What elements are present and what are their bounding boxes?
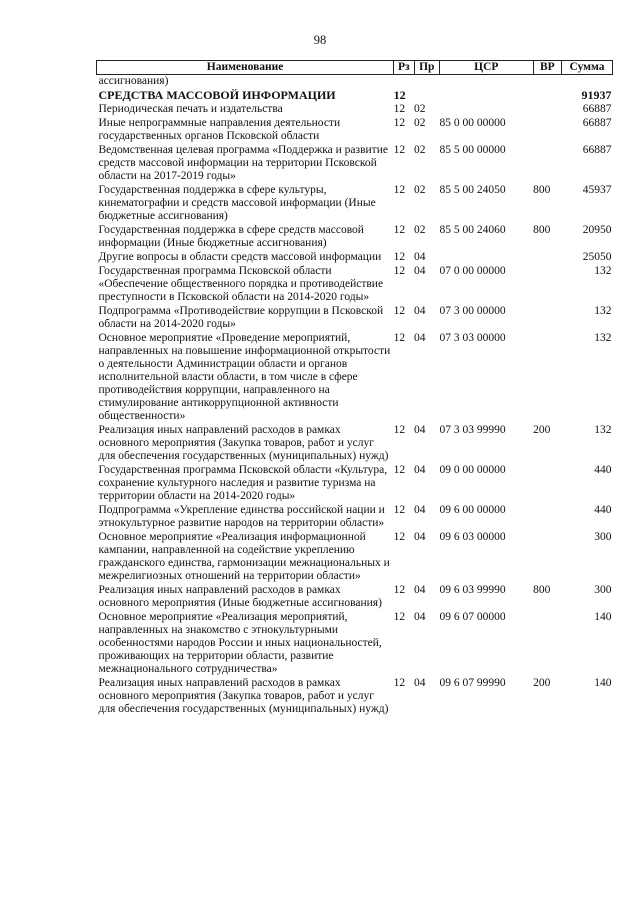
cell-name: СРЕДСТВА МАССОВОЙ ИНФОРМАЦИИ	[98, 88, 336, 102]
cell-csr: 09 6 03 00000	[439, 531, 506, 543]
cell-rz: 12	[393, 464, 406, 476]
cell-csr: 09 6 07 99990	[439, 677, 506, 689]
header-csr: ЦСР	[439, 61, 533, 75]
cell-csr: 07 3 03 99990	[439, 424, 506, 436]
table-row	[97, 504, 613, 531]
cell-name: Государственная поддержка в сфере культуры, кинематографии и средств массовой информации (Иные бюджетные ассигнования)	[98, 184, 376, 222]
cell-name: Реализация иных направлений расходов в рамках основного мероприятия (Закупка товаров, работ и услуг для обеспечения государственных (муниципальных) нужд)	[98, 424, 389, 462]
cell-csr: 09 6 07 00000	[439, 611, 506, 623]
cell-vr: 800	[533, 584, 551, 596]
cell-name: Основное мероприятие «Реализация мероприятий, направленных на знакомство с этнокультурными особенностями народов России и иных национальностей, проживающих на территории области, развитие межнационального сотрудничества»	[98, 611, 382, 675]
cell-name: Реализация иных направлений расходов в рамках основного мероприятия (Иные бюджетные ассигнования)	[98, 584, 382, 609]
cell-pr: 04	[414, 464, 426, 476]
page-number: 98	[313, 33, 327, 47]
cell-pr: 04	[414, 424, 426, 436]
cell-name: Ведомственная целевая программа «Поддержка и развитие средств массовой информации на территории Псковской области на 2017-2019 годы»	[98, 144, 388, 182]
cell-pr: 04	[414, 677, 426, 689]
table-row	[97, 584, 613, 611]
cell-pr: 04	[414, 584, 426, 596]
table-header-row	[97, 61, 613, 75]
cell-pr: 04	[414, 332, 426, 344]
cell-sum: 66887	[582, 144, 612, 156]
cell-sum: 25050	[582, 251, 612, 263]
cell-rz: 12	[393, 504, 406, 516]
table-row	[97, 424, 613, 464]
table-row	[97, 265, 613, 305]
cell-name: Подпрограмма «Укрепление единства российской нации и этнокультурное развитие народов на территории области»	[98, 504, 385, 529]
cell-csr: 85 5 00 00000	[439, 144, 506, 156]
cell-sum: 440	[594, 464, 612, 476]
table-row	[97, 103, 613, 117]
table-row	[97, 332, 613, 424]
cell-pr	[414, 89, 439, 103]
cell-pr: 02	[414, 103, 426, 115]
header-sum: Сумма	[562, 61, 613, 75]
cell-rz: 12	[393, 677, 406, 689]
cell-pr: 02	[414, 184, 426, 196]
cell-rz: 12	[393, 531, 406, 543]
cell-sum: 20950	[582, 224, 612, 236]
cell-rz: 12	[393, 184, 406, 196]
table-row	[97, 251, 613, 265]
cell-vr: 800	[533, 184, 551, 196]
cell-pr: 02	[414, 224, 426, 236]
cell-sum: 440	[594, 504, 612, 516]
cell-vr	[533, 504, 561, 531]
header-name: Наименование	[97, 61, 394, 75]
cell-sum: 300	[594, 584, 612, 596]
cell-rz: 12	[393, 332, 406, 344]
cell-vr	[533, 144, 561, 184]
table-row	[97, 75, 613, 90]
table-row	[97, 117, 613, 144]
table-row	[97, 611, 613, 677]
cell-rz: 12	[393, 88, 406, 102]
cell-csr	[439, 251, 533, 265]
cell-sum: 66887	[582, 117, 612, 129]
table-row	[97, 464, 613, 504]
cell-pr: 04	[414, 265, 426, 277]
table-row	[97, 224, 613, 251]
table-row	[97, 184, 613, 224]
cell-name: Периодическая печать и издательства	[98, 103, 283, 115]
cell-sum: 140	[594, 611, 612, 623]
cell-vr	[533, 611, 561, 677]
table-row	[97, 144, 613, 184]
cell-name: Реализация иных направлений расходов в рамках основного мероприятия (Закупка товаров, работ и услуг для обеспечения государственных (муниципальных) нужд)	[98, 677, 389, 715]
cell-csr: 85 5 00 24050	[439, 184, 506, 196]
cell-rz: 12	[393, 251, 406, 263]
cell-name: Иные непрограммные направления деятельности государственных органов Псковской области	[98, 117, 341, 142]
cell-rz: 12	[393, 103, 406, 115]
cell-pr: 04	[414, 611, 426, 623]
header-vr: ВР	[533, 61, 561, 75]
cell-rz: 12	[393, 265, 406, 277]
cell-rz: 12	[393, 305, 406, 317]
cell-sum	[562, 75, 613, 90]
cell-csr: 09 6 03 99990	[439, 584, 506, 596]
cell-vr	[533, 265, 561, 305]
cell-name: Государственная программа Псковской области «Культура, сохранение культурного наследия и развитие туризма на территории области на 2014-2020 годы»	[98, 464, 388, 502]
cell-csr: 09 0 00 00000	[439, 464, 506, 476]
cell-rz: 12	[393, 424, 406, 436]
cell-vr	[533, 332, 561, 424]
cell-vr	[533, 251, 561, 265]
cell-sum: 132	[594, 332, 612, 344]
cell-csr	[439, 89, 533, 103]
table-row	[97, 305, 613, 332]
table-row	[97, 677, 613, 717]
cell-sum: 132	[594, 305, 612, 317]
cell-pr: 04	[414, 531, 426, 543]
cell-name: Государственная программа Псковской области «Обеспечение общественного порядка и противодействие преступности в Псковской области на 2014-2020 годы»	[98, 265, 384, 303]
cell-sum: 66887	[582, 103, 612, 115]
cell-pr: 04	[414, 305, 426, 317]
cell-rz: 12	[393, 117, 406, 129]
table-row	[97, 89, 613, 103]
cell-rz: 12	[393, 224, 406, 236]
cell-csr: 09 6 00 00000	[439, 504, 506, 516]
cell-vr: 200	[533, 424, 551, 436]
cell-csr: 07 3 03 00000	[439, 332, 506, 344]
cell-vr	[533, 75, 561, 90]
cell-name: Основное мероприятие «Проведение мероприятий, направленных на повышение информационной открытости о деятельности Администрации области и органов исполнительной власти области, в том числе в сфере противодействия коррупции, направленного на стимулирование антикоррупционной активности общественности»	[98, 332, 391, 422]
cell-csr: 07 3 00 00000	[439, 305, 506, 317]
cell-vr: 800	[533, 224, 551, 236]
cell-sum: 300	[594, 531, 612, 543]
cell-vr	[533, 89, 561, 103]
cell-sum: 132	[594, 424, 612, 436]
cell-name: Другие вопросы в области средств массовой информации	[98, 251, 382, 263]
cell-vr	[533, 531, 561, 584]
cell-csr	[439, 75, 533, 90]
cell-pr: 02	[414, 117, 426, 129]
cell-rz: 12	[393, 611, 406, 623]
budget-table	[96, 60, 613, 717]
header-rz: Рз	[394, 61, 414, 75]
cell-pr	[414, 75, 439, 90]
cell-vr	[533, 103, 561, 117]
cell-vr	[533, 464, 561, 504]
cell-sum: 45937	[582, 184, 612, 196]
cell-csr: 85 5 00 24060	[439, 224, 506, 236]
cell-rz: 12	[393, 144, 406, 156]
cell-pr: 04	[414, 251, 426, 263]
cell-sum: 132	[594, 265, 612, 277]
cell-name: Подпрограмма «Противодействие коррупции в Псковской области на 2014-2020 годы»	[98, 305, 384, 330]
header-pr: Пр	[414, 61, 439, 75]
cell-sum: 140	[594, 677, 612, 689]
cell-vr	[533, 305, 561, 332]
cell-sum: 91937	[581, 88, 612, 102]
cell-csr: 85 0 00 00000	[439, 117, 506, 129]
cell-name: Основное мероприятие «Реализация информационной кампании, направленной на содействие укреплению гражданского единства, гармонизации межнациональных и межрелигиозных отношений на территории области»	[98, 531, 390, 582]
cell-vr: 200	[533, 677, 551, 689]
table-row	[97, 531, 613, 584]
cell-csr	[439, 103, 533, 117]
cell-csr: 07 0 00 00000	[439, 265, 506, 277]
cell-rz	[394, 75, 414, 90]
cell-name: Государственная поддержка в сфере средств массовой информации (Иные бюджетные ассигнования)	[98, 224, 364, 249]
cell-pr: 02	[414, 144, 426, 156]
cell-pr: 04	[414, 504, 426, 516]
cell-rz: 12	[393, 584, 406, 596]
cell-name: ассигнования)	[98, 75, 169, 87]
cell-vr	[533, 117, 561, 144]
